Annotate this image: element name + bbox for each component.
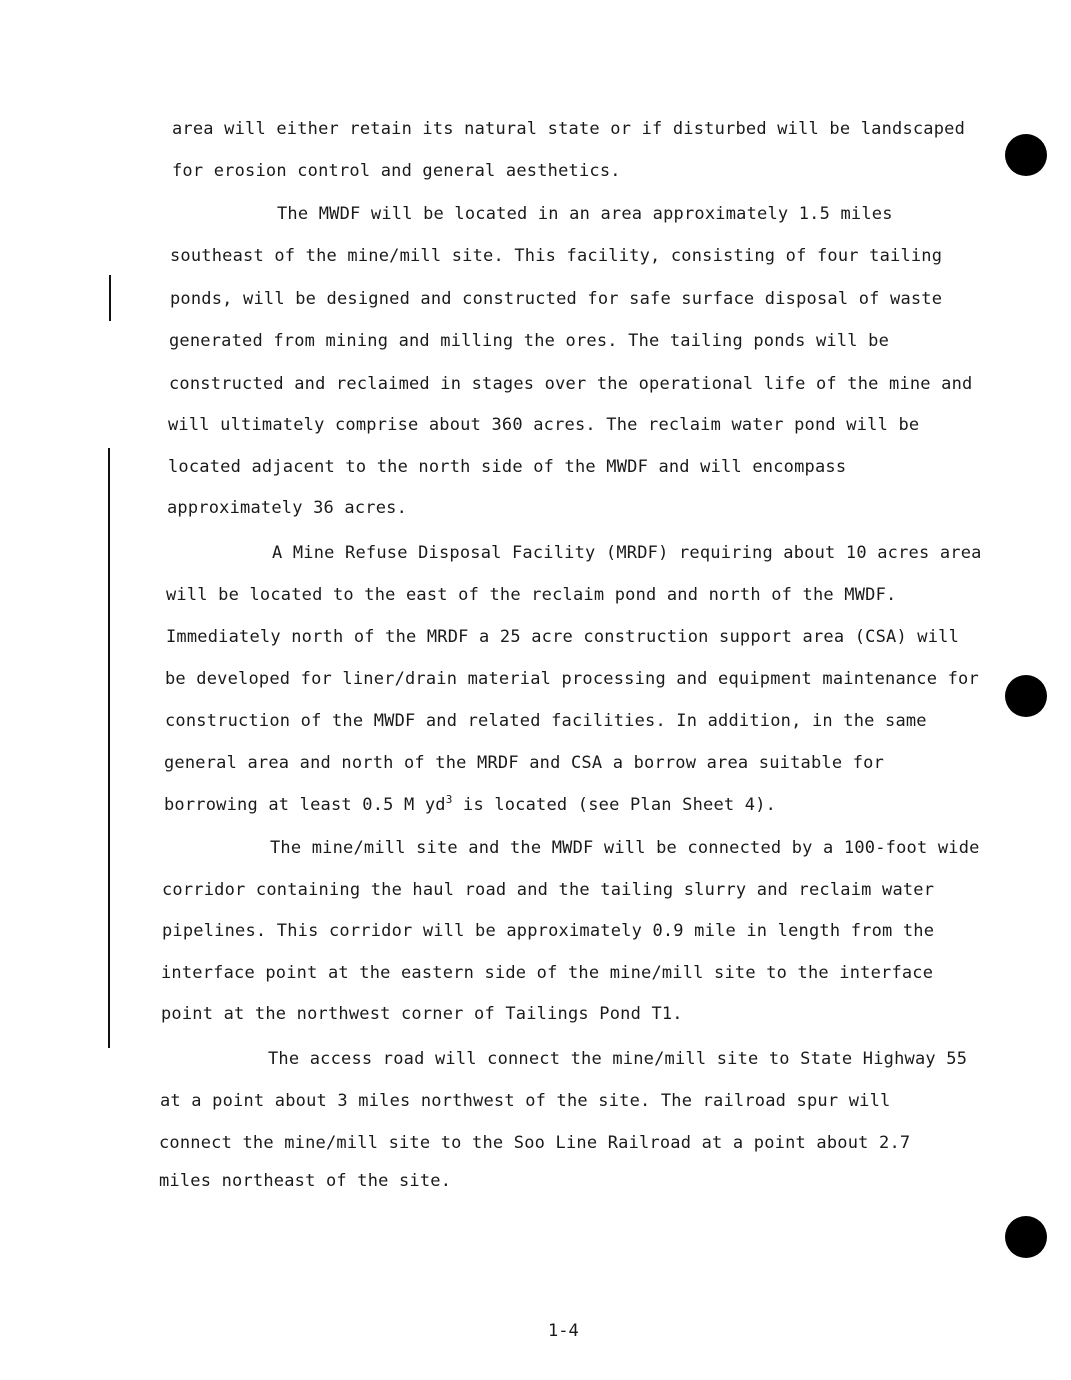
text-line: will be located to the east of the reclaim pond and north of the MWDF. [166,585,897,605]
text-line: A Mine Refuse Disposal Facility (MRDF) requiring about 10 acres area [272,543,982,563]
text-line: ponds, will be designed and constructed for safe surface disposal of waste [170,289,943,309]
text-line: will ultimately comprise about 360 acres. The reclaim water pond will be [168,415,920,435]
revision-bar-1 [109,275,111,321]
text-fragment: is located (see Plan Sheet 4). [452,795,777,815]
punch-hole-top [1005,134,1047,176]
text-line: general area and north of the MRDF and CSA a borrow area suitable for [164,753,885,773]
text-line: construction of the MWDF and related facilities. In addition, in the same [165,711,927,731]
text-line: corridor containing the haul road and the tailing slurry and reclaim water [162,880,935,900]
text-line: for erosion control and general aesthetics. [172,161,621,181]
text-line: pipelines. This corridor will be approximately 0.9 mile in length from the [162,921,935,941]
text-line: connect the mine/mill site to the Soo Line Railroad at a point about 2.7 [159,1133,911,1153]
text-line: The MWDF will be located in an area approximately 1.5 miles [277,204,893,224]
page-number: 1-4 [548,1321,579,1341]
text-line: generated from mining and milling the ores. The tailing ponds will be [169,331,890,351]
revision-bar-2 [108,448,110,1048]
superscript: 3 [445,793,453,806]
text-fragment: borrowing at least 0.5 M yd [164,795,446,815]
text-line: area will either retain its natural state or if disturbed will be landscaped [172,119,966,139]
punch-hole-bottom [1005,1216,1047,1258]
text-line: constructed and reclaimed in stages over the operational life of the mine and [169,374,973,394]
text-line: interface point at the eastern side of the mine/mill site to the interface [161,963,934,983]
text-line [164,794,776,816]
text-line: The mine/mill site and the MWDF will be connected by a 100-foot wide [270,838,980,858]
text-line: miles northeast of the site. [159,1171,452,1191]
text-line: at a point about 3 miles northwest of the site. The railroad spur will [160,1091,891,1111]
text-line: approximately 36 acres. [167,498,408,518]
text-line: located adjacent to the north side of the MWDF and will encompass [168,457,847,477]
text-line: be developed for liner/drain material processing and equipment maintenance for [165,669,979,689]
text-line: point at the northwest corner of Tailings Pond T1. [161,1004,683,1024]
text-line: southeast of the mine/mill site. This facility, consisting of four tailing [170,246,943,266]
text-line: Immediately north of the MRDF a 25 acre construction support area (CSA) will [166,627,960,647]
punch-hole-middle [1005,675,1047,717]
text-line: The access road will connect the mine/mill site to State Highway 55 [268,1049,968,1069]
